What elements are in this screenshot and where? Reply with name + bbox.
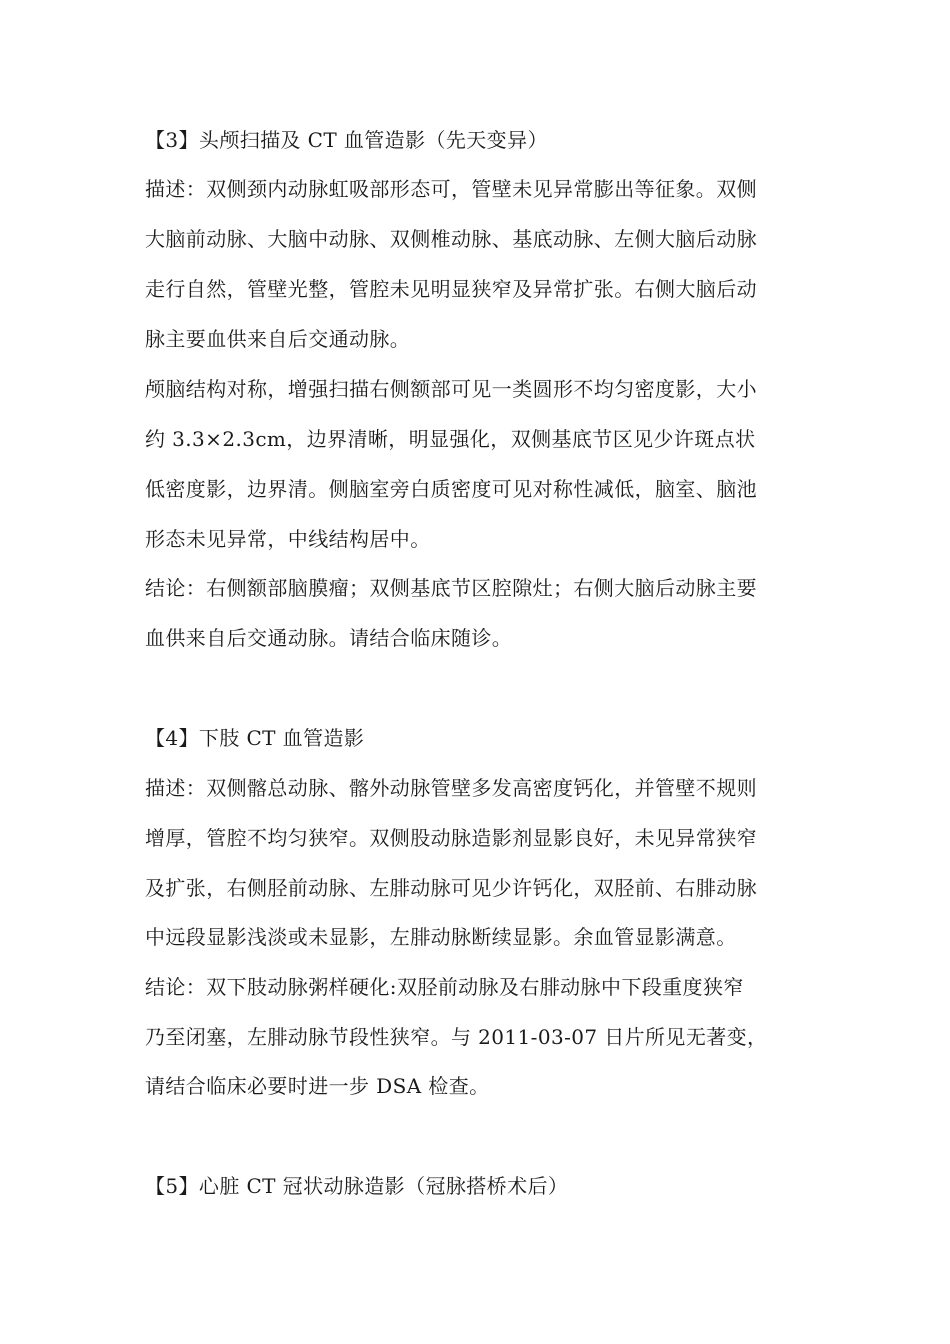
section-4-line-3: 及扩张，右侧胫前动脉、左腓动脉可见少许钙化，双胫前、右腓动脉 [145,876,757,900]
section-4-line-1: 描述：双侧髂总动脉、髂外动脉管壁多发高密度钙化，并管壁不规则 [145,776,757,800]
section-3-line-5: 颅脑结构对称，增强扫描右侧额部可见一类圆形不均匀密度影，大小 [145,377,757,401]
section-4-line-4: 中远段显影浅淡或未显影，左腓动脉断续显影。余血管显影满意。 [145,925,737,949]
section-3-line-8: 形态未见异常，中线结构居中。 [145,527,431,551]
section-3-line-3: 走行自然，管壁光整，管腔未见明显狭窄及异常扩张。右侧大脑后动 [145,277,757,301]
section-3-line-6: 约 3.3×2.3cm，边界清晰，明显强化，双侧基底节区见少许斑点状 [145,427,756,451]
section-3-line-10: 血供来自后交通动脉。请结合临床随诊。 [145,626,513,650]
section-3-line-9: 结论：右侧额部脑膜瘤；双侧基底节区腔隙灶；右侧大脑后动脉主要 [145,576,757,600]
section-3-line-2: 大脑前动脉、大脑中动脉、双侧椎动脉、基底动脉、左侧大脑后动脉 [145,227,757,251]
section-3-line-1: 描述：双侧颈内动脉虹吸部形态可，管壁未见异常膨出等征象。双侧 [145,177,757,201]
section-5-heading: 【5】心脏 CT 冠状动脉造影（冠脉搭桥术后） [145,1174,569,1198]
section-4-heading: 【4】下肢 CT 血管造影 [145,726,365,750]
section-3-heading: 【3】头颅扫描及 CT 血管造影（先天变异） [145,128,548,152]
section-4-line-6: 乃至闭塞，左腓动脉节段性狭窄。与 2011-03-07 日片所见无著变， [145,1025,768,1049]
section-3-line-7: 低密度影，边界清。侧脑室旁白质密度可见对称性减低，脑室、脑池 [145,477,757,501]
section-3-line-4: 脉主要血供来自后交通动脉。 [145,327,411,351]
section-4-line-2: 增厚，管腔不均匀狭窄。双侧股动脉造影剂显影良好，未见异常狭窄 [145,826,757,850]
section-4-line-7: 请结合临床必要时进一步 DSA 检查。 [145,1074,490,1098]
section-4-line-5: 结论：双下肢动脉粥样硬化:双胫前动脉及右腓动脉中下段重度狭窄 [145,975,744,999]
